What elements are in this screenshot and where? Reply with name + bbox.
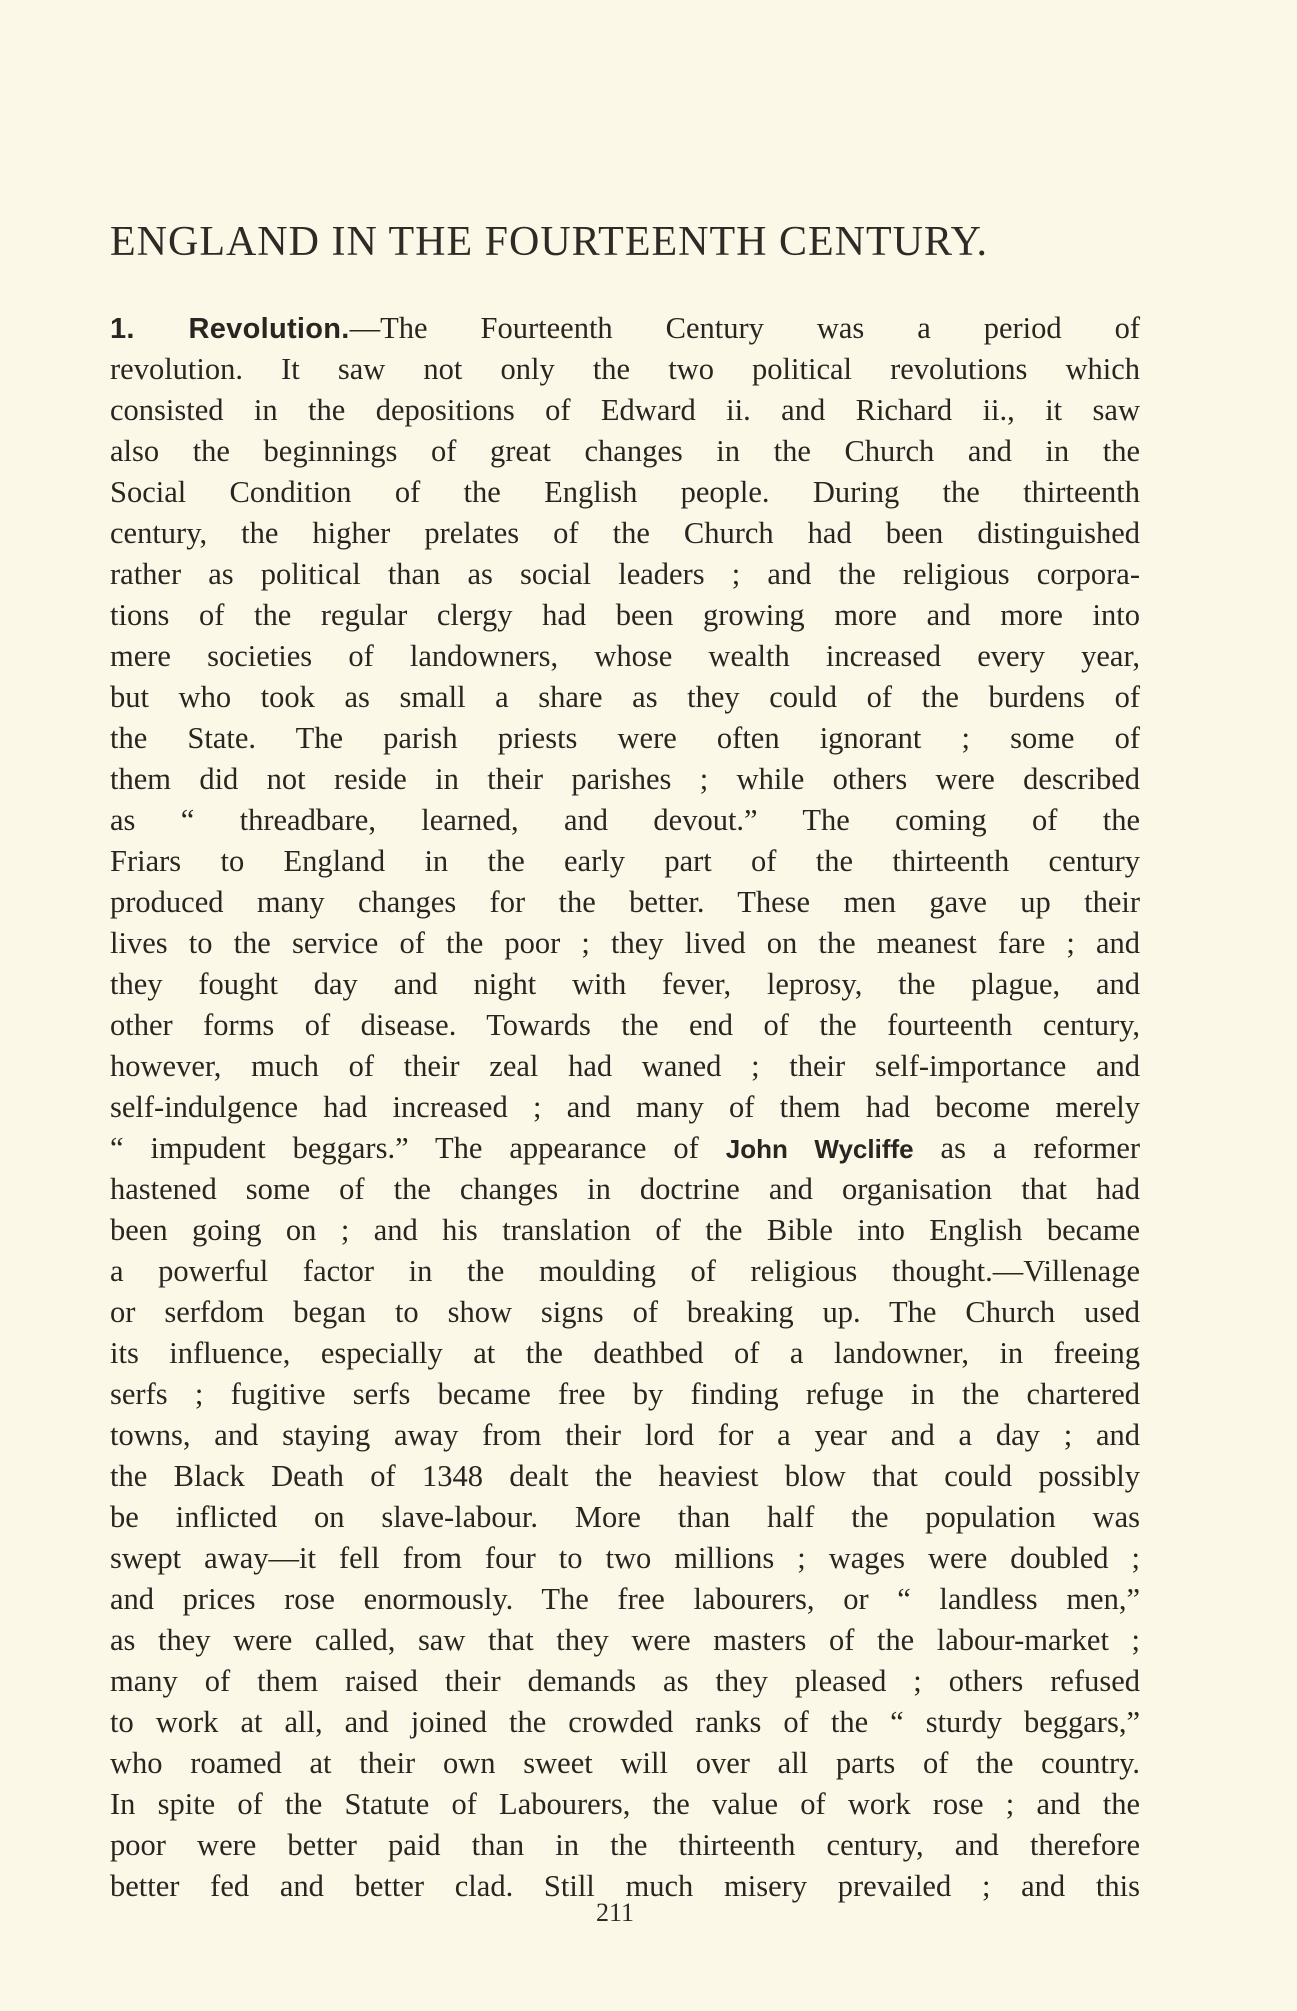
section-body [110, 308, 1140, 1907]
text-line: better fed and better clad. Still much misery prevailed ; and this [110, 1869, 1140, 1903]
text-line: been going on ; and his translation of the Bible into English became [110, 1213, 1140, 1247]
text-line: or serfdom began to show signs of breaking up. The Church used [110, 1295, 1140, 1329]
text-line: tions of the regular clergy had been growing more and more into [110, 598, 1140, 632]
text-line: serfs ; fugitive serfs became free by finding refuge in the chartered [110, 1377, 1140, 1411]
text-line: as “ threadbare, learned, and devout.” The coming of the [110, 803, 1140, 837]
text-line-content: —The Fourteenth Century was a period of [349, 311, 1140, 345]
text-line: swept away—it fell from four to two millions ; wages were doubled ; [110, 1541, 1140, 1575]
text-line: Friars to England in the early part of the thirteenth century [110, 844, 1140, 878]
section-label: 1. Revolution. [110, 313, 350, 345]
text-line: rather as political than as social leaders ; and the religious corpora- [110, 557, 1140, 591]
text-line: many of them raised their demands as they pleased ; others refused [110, 1664, 1140, 1698]
text-line: self-indulgence had increased ; and many of them had become merely [110, 1090, 1140, 1124]
text-line: to work at all, and joined the crowded ranks of the “ sturdy beggars,” [110, 1705, 1140, 1739]
text-line: also the beginnings of great changes in the Church and in the [110, 434, 1140, 468]
text-line: however, much of their zeal had waned ; their self-importance and [110, 1049, 1140, 1083]
text-line: a powerful factor in the moulding of religious thought.—Villenage [110, 1254, 1140, 1288]
text-line: poor were better paid than in the thirteenth century, and therefore [110, 1828, 1140, 1862]
text-line: its influence, especially at the deathbed of a landowner, in freeing [110, 1336, 1140, 1370]
text-line: Social Condition of the English people. During the thirteenth [110, 475, 1140, 509]
text-line: be inflicted on slave-labour. More than half the population was [110, 1500, 1140, 1534]
text-line: other forms of disease. Towards the end of the fourteenth century, [110, 1008, 1140, 1042]
text-line: towns, and staying away from their lord for a year and a day ; and [110, 1418, 1140, 1452]
text-line: hastened some of the changes in doctrine and organisation that had [110, 1172, 1140, 1206]
text-line: but who took as small a share as they could of the burdens of [110, 680, 1140, 714]
text-line: them did not reside in their parishes ; while others were described [110, 762, 1140, 796]
text-line: the Black Death of 1348 dealt the heaviest blow that could possibly [110, 1459, 1140, 1493]
text-line: In spite of the Statute of Labourers, the value of work rose ; and the [110, 1787, 1140, 1821]
text-line: revolution. It saw not only the two political revolutions which [110, 352, 1140, 386]
text-line: as they were called, saw that they were masters of the labour-market ; [110, 1623, 1140, 1657]
text-line: who roamed at their own sweet will over all parts of the country. [110, 1746, 1140, 1780]
highlighted-name: John Wycliffe [725, 1134, 914, 1164]
text-line-content: “ impudent beggars.” The appearance of [110, 1131, 699, 1165]
text-line: they fought day and night with fever, leprosy, the plague, and [110, 967, 1140, 1001]
text-line: consisted in the depositions of Edward ii. and Richard ii., it saw [110, 393, 1140, 427]
chapter-heading: ENGLAND IN THE FOURTEENTH CENTURY. [110, 219, 989, 265]
text-line: produced many changes for the better. These men gave up their [110, 885, 1140, 919]
text-line: and prices rose enormously. The free labourers, or “ landless men,” [110, 1582, 1140, 1616]
page-number: 211 [595, 1898, 635, 1927]
text-line: the State. The parish priests were often ignorant ; some of [110, 721, 1140, 755]
text-line-content: as a reformer [940, 1131, 1141, 1165]
text-line: lives to the service of the poor ; they lived on the meanest fare ; and [110, 926, 1140, 960]
text-line [110, 308, 1140, 349]
text-line: century, the higher prelates of the Church had been distinguished [110, 516, 1140, 550]
text-line [110, 1128, 1140, 1169]
text-line: mere societies of landowners, whose wealth increased every year, [110, 639, 1140, 673]
